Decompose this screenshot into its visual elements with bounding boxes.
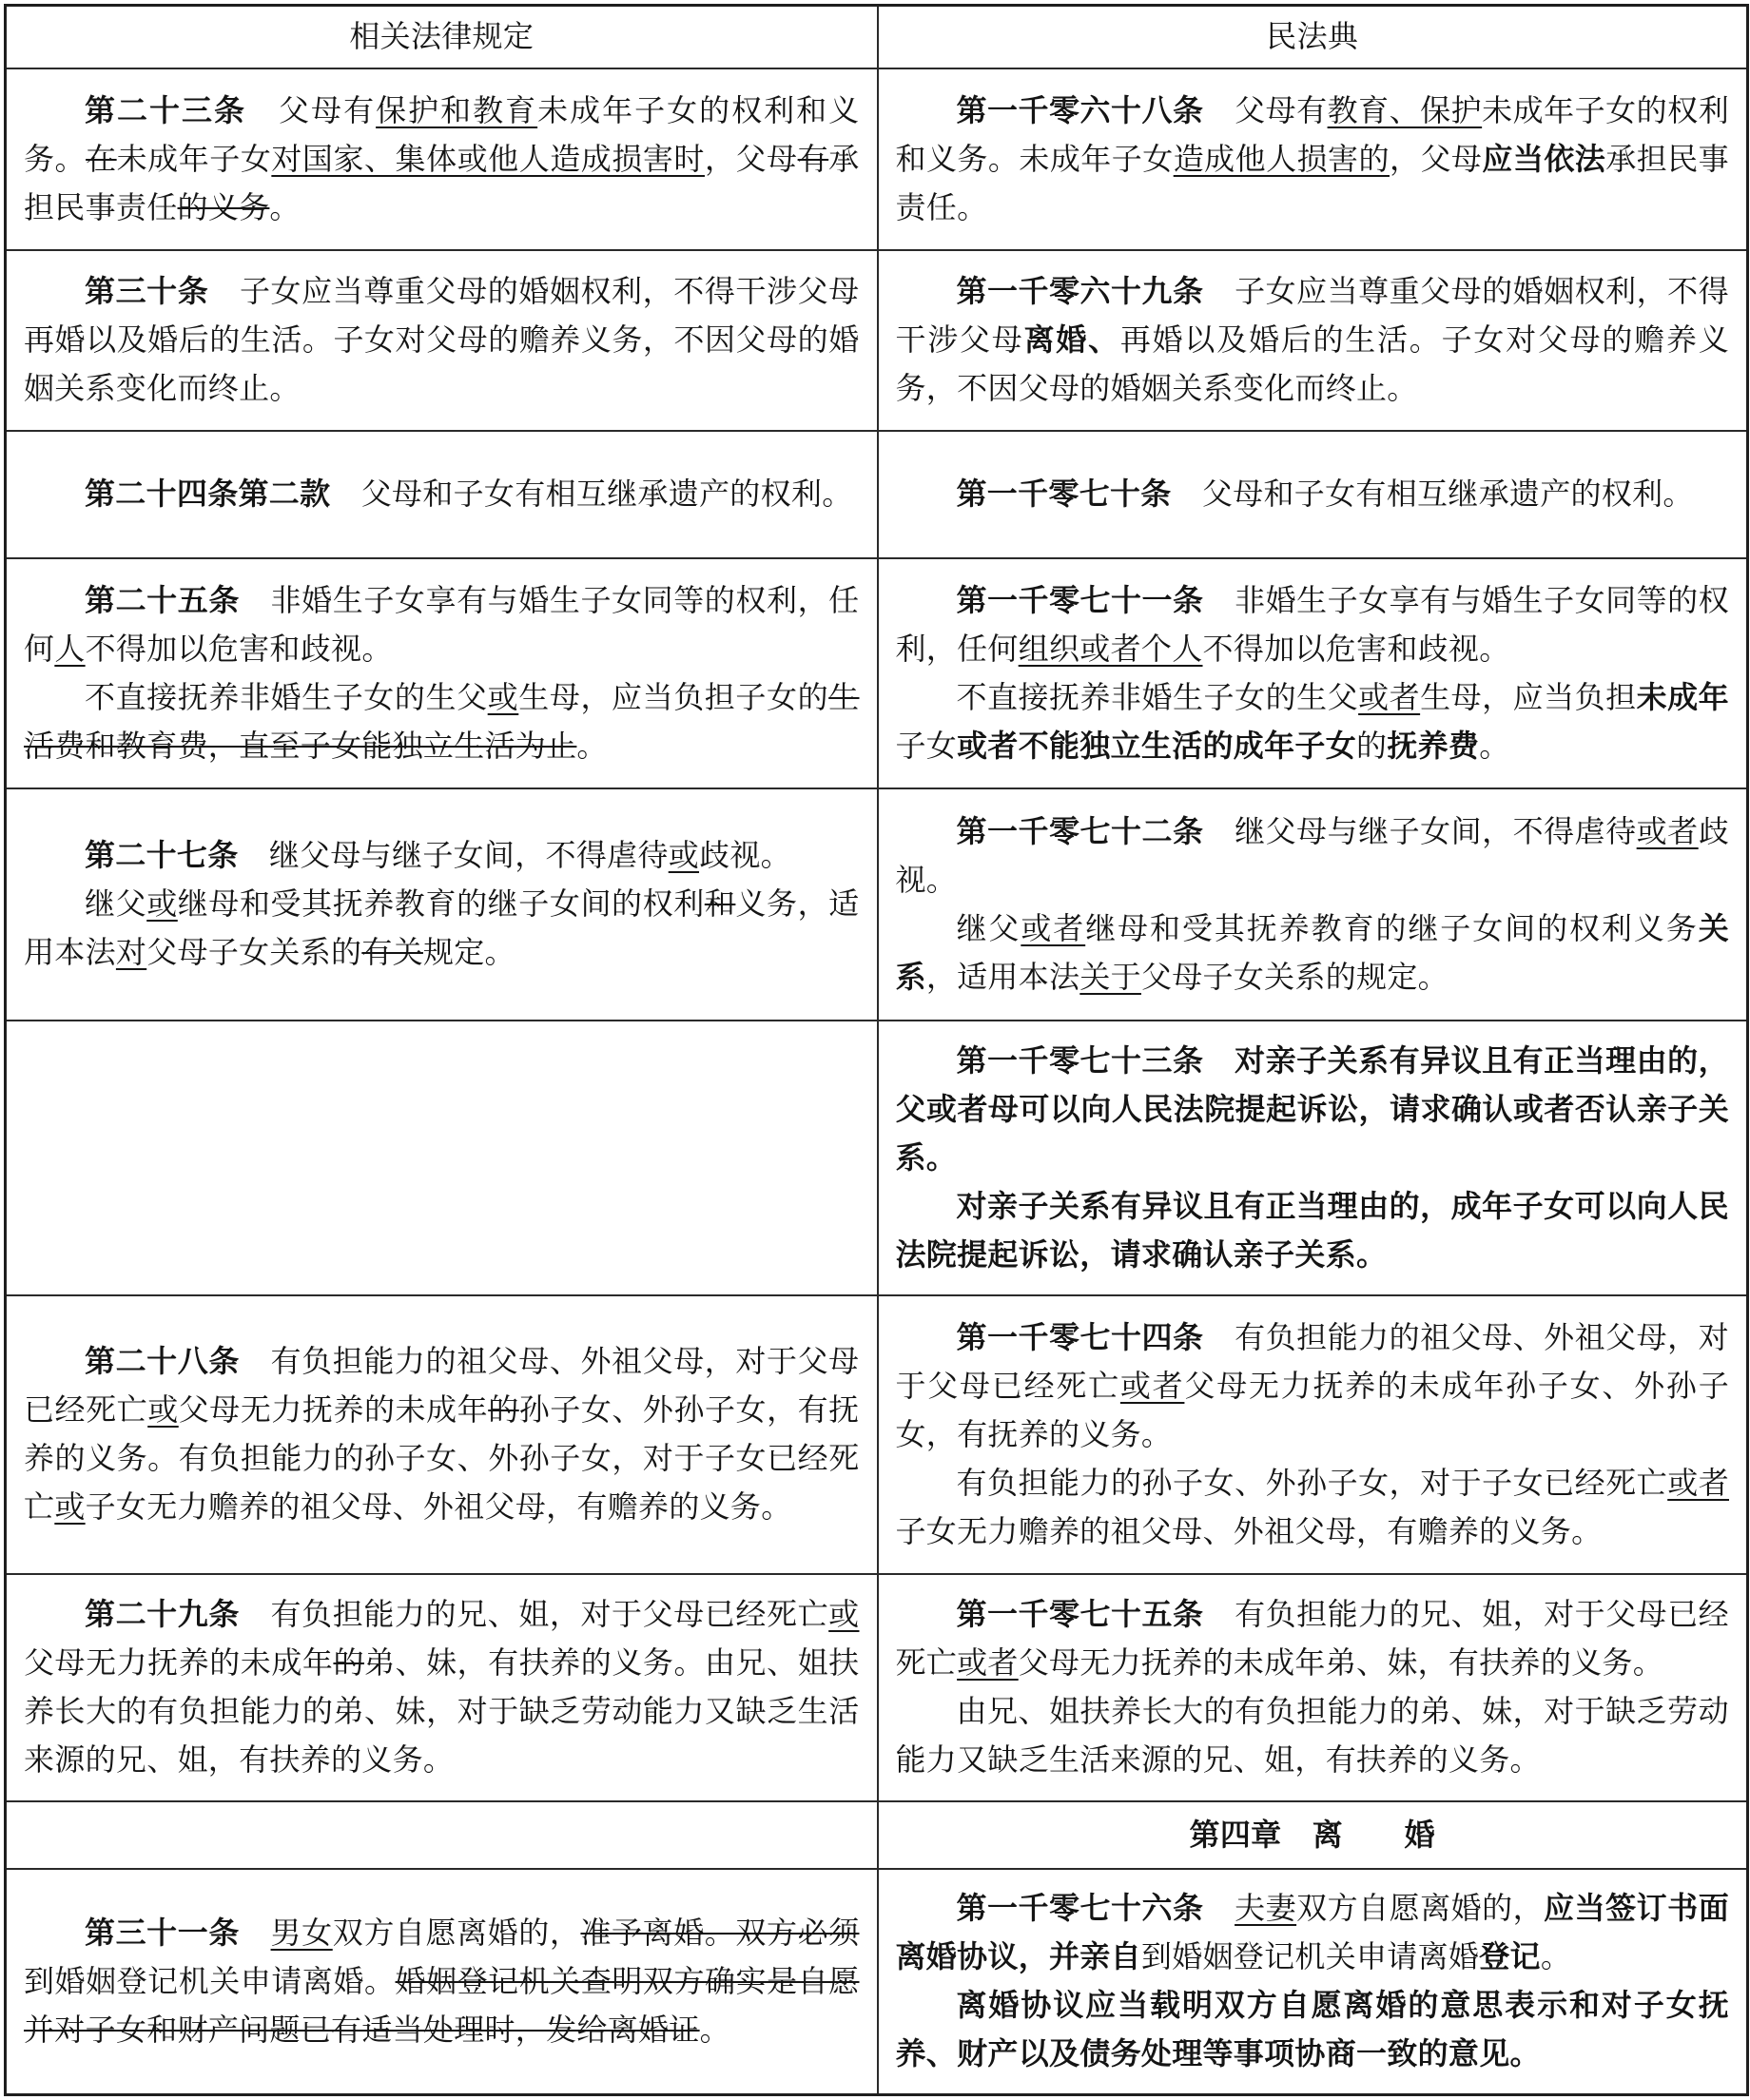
article-number: 第二十七条 [85,837,239,873]
text-run: 继母和受其抚养教育的继子女间的权利义务 [1085,909,1699,946]
text-run: 父母和子女有相互继承遗产的权利。 [1171,476,1694,512]
article-number: 第二十九条 [85,1596,240,1632]
paragraph [896,1182,1730,1279]
text-run: 父母有 [246,91,377,128]
article-number: 第一千零七十一条 [956,581,1204,618]
article-number: 第三十条 [85,273,209,309]
article-number: 第一千零六十九条 [956,273,1204,309]
paragraph [896,87,1730,232]
header-related-laws: 相关法律规定 [6,6,878,68]
paragraph [24,673,860,770]
deleted-text: 婚姻登记机关查明双方确实是自愿并对子女和财产问题已有适当处理时，发给离婚证 [24,1962,860,2048]
added-text: 对亲子关系有异议且有正当理由的，成年子女可以向人民法院提起诉讼，请求确认亲子关系。 [895,1187,1729,1273]
article-number: 第二十八条 [85,1343,240,1379]
old-law-cell [6,1869,878,2095]
modified-text: 或 [487,678,519,715]
article-number: 第一千零七十二条 [956,812,1204,849]
deleted-text: 的 [333,1644,364,1681]
text-run: ，父母 [704,140,798,177]
table-row [6,1021,1748,1295]
old-law-cell-empty [6,1021,878,1295]
article-number: 第三十一条 [85,1914,240,1951]
civil-code-cell [878,431,1748,558]
chapter-heading: 第四章 离 婚 [1189,1816,1435,1853]
modified-text: 或者 [1358,678,1421,715]
added-text: 应当依法 [1482,140,1606,177]
text-run: 子女无力赡养的祖父母、外祖父母，有赡养的义务。 [85,1488,792,1525]
modified-text: 或 [147,1391,179,1428]
added-text: 关系 [895,909,1729,995]
text-run: 的 [1356,727,1388,764]
text-run: 子女无力赡养的祖父母、外祖父母，有赡养的义务。 [895,1512,1603,1549]
text-run: 不直接抚养非婚生子女的生父 [85,678,488,715]
text-run: 义务，适用本法 [24,885,860,970]
old-law-cell [6,68,878,250]
modified-text: 或 [828,1596,860,1632]
text-run: 。 [269,188,301,225]
table-row [6,1869,1748,2095]
old-law-cell [6,1295,878,1574]
article-number: 第一千零六十八条 [956,91,1204,128]
text-run: 弟、妹，有扶养的义务。由兄、姐扶养长大的有负担能力的弟、妹，对于缺乏劳动能力又缺乏生活来源的兄、姐，有扶养的义务。 [24,1644,860,1778]
old-law-cell [6,1574,878,1801]
text-run: 父母子女关系的规定。 [1140,958,1449,995]
old-law-cell [6,431,878,558]
text-run: 继父 [85,885,147,922]
modified-text: 或者 [957,1644,1019,1681]
text-run: 未成年子女的权利和义务。 [24,91,860,177]
civil-code-cell [878,1295,1748,1574]
modified-text: 关于 [1079,958,1141,995]
text-run [1204,1890,1235,1926]
modified-text: 或 [668,837,700,873]
paragraph [896,1687,1730,1784]
paragraph [896,470,1730,518]
table-row [6,1295,1748,1574]
article-number: 第二十三条 [85,91,247,128]
text-run: 再婚以及婚后的生活。子女对父母的赡养义务，不因父母的婚姻关系变化而终止。 [895,321,1730,406]
paragraph [896,576,1730,673]
modified-text: 或 [54,1488,86,1525]
chapter-heading-row [6,1801,1748,1869]
paragraph [24,1337,860,1531]
article-number: 第二十四条第二款 [85,476,331,512]
text-run: 生母，应当负担子女的 [518,678,829,715]
paragraph [896,1037,1730,1182]
text-run: ，父母 [1390,140,1483,177]
table-row [6,250,1748,431]
text-run: 父母子女关系的 [146,934,362,970]
article-number: 第二十五条 [85,581,240,618]
text-run: 子女应当尊重父母的婚姻权利，不得干涉父母再婚以及婚后的生活。子女对父母的赡养义务，不因父母的婚姻关系变化而终止。 [24,273,860,406]
text-run: 继父母与继子女间，不得虐待 [238,837,669,873]
text-run [240,1915,271,1951]
modified-text: 保护和教育 [376,91,538,128]
text-run: 规定。 [422,934,515,970]
article-number: 第一千零七十三条 [956,1041,1204,1079]
modified-text: 夫妻 [1235,1890,1297,1927]
paragraph [896,1313,1730,1459]
text-run: 到婚姻登记机关申请离婚 [1140,1938,1480,1975]
paragraph [24,470,860,518]
chapter-heading-cell [878,1801,1748,1869]
text-run: 。 [1479,727,1510,764]
paragraph [24,87,860,232]
paragraph [24,576,860,673]
table-row [6,788,1748,1021]
added-text: 对亲子关系有异议且有正当理由的，父或者母可以向人民法院提起诉讼，请求确认或者否认亲子关系。 [895,1041,1729,1176]
table-row [6,431,1748,558]
text-run: 父母和子女有相互继承遗产的权利。 [330,476,853,512]
text-run: 未成年子女 [116,140,272,177]
old-law-cell [6,250,878,431]
modified-text: 教育、保护 [1327,91,1483,128]
paragraph [896,807,1730,904]
civil-code-cell [878,250,1748,431]
modified-text: 组织或者个人 [1018,630,1203,667]
text-run: ，适用本法 [925,958,1080,995]
old-law-cell-empty [6,1801,878,1869]
deleted-text: 有 [797,140,829,177]
modified-text: 男女 [270,1914,333,1951]
text-run: 子女应当尊重父母的婚姻权利，不得干涉父母 [895,273,1729,358]
added-text: 登记 [1479,1938,1541,1975]
paragraph [896,1459,1730,1556]
text-run: 继父 [956,909,1021,946]
text-run: 歧视。 [699,837,791,873]
paragraph [896,1884,1730,1981]
modified-text: 或 [146,885,178,922]
civil-code-cell [878,788,1748,1021]
text-run: 不得加以危害和歧视。 [1202,630,1510,667]
text-run: 父母无力抚养的未成年孙子女、外孙子女，有抚养的义务。 [895,1367,1729,1452]
paragraph [24,1909,860,2054]
article-number: 第一千零七十条 [956,476,1172,512]
civil-code-cell [878,1021,1748,1295]
added-text: 应当签订书面离婚协议，并亲自 [895,1890,1729,1975]
added-text: 或者不能独立生活的成年子女 [957,727,1357,764]
text-run: 。 [576,727,608,764]
paragraph [896,1981,1730,2078]
article-number: 第一千零七十四条 [956,1318,1204,1355]
text-run: 有负担能力的兄、姐，对于父母已经死亡 [239,1596,829,1632]
header-civil-code: 民法典 [878,6,1748,68]
added-text: 离婚协议应当载明双方自愿离婚的意思表示和对子女抚养、财产以及债务处理等事项协商一致的意见。 [895,1987,1729,2072]
text-run: 父母无力抚养的未成年 [24,1644,334,1681]
paragraph [896,904,1730,1001]
table-row [6,68,1748,250]
text-run: 未成年子女的权利和义务。未成年子女 [895,91,1729,177]
civil-code-cell [878,1574,1748,1801]
modified-text: 对 [115,934,147,970]
civil-code-cell [878,1869,1748,2095]
text-run: 父母无力抚养的未成年 [178,1391,489,1428]
old-law-cell [6,788,878,1021]
text-run: 继母和受其抚养教育的继子女间的权利 [177,885,705,922]
modified-text: 或者 [1636,812,1699,849]
article-number: 第一千零七十五条 [956,1596,1204,1632]
text-run: 歧视。 [895,812,1729,898]
text-run: 子女 [895,727,958,764]
modified-text: 或者 [1021,909,1086,946]
deleted-text: 和 [704,885,736,922]
text-run: 有负担能力的孙子女、外孙子女，对于子女已经死亡 [956,1464,1668,1501]
modified-text: 或者 [1667,1464,1729,1501]
text-run: 。 [699,2011,730,2048]
article-number: 第一千零七十六条 [956,1890,1204,1927]
deleted-text: 的义务 [177,188,270,225]
text-run: 父母有 [1203,91,1328,128]
text-run: 不直接抚养非婚生子女的生父 [956,678,1359,715]
deleted-text: 的 [488,1391,519,1428]
modified-text: 人 [54,630,86,667]
deleted-text: 在 [86,140,117,177]
old-law-cell [6,558,878,788]
text-run: 承担民事责任 [24,140,860,225]
text-run: 。 [1540,1938,1572,1975]
paragraph [24,1590,860,1784]
civil-code-cell [878,68,1748,250]
modified-text: 对国家、集体或他人造成损害时 [271,140,705,177]
paragraph [896,1590,1730,1687]
civil-code-cell [878,558,1748,788]
text-run: 双方自愿离婚的， [332,1914,581,1951]
added-text: 抚养费 [1387,727,1480,764]
table-row [6,558,1748,788]
modified-text: 造成他人损害的 [1173,140,1390,177]
text-run: 有负担能力的祖父母、外祖父母，对于父母已经死亡 [895,1318,1729,1404]
header-row [6,6,1748,68]
text-run: 孙子女、外孙子女，有抚养的义务。有负担能力的孙子女、外孙子女，对于子女已经死亡 [24,1391,860,1525]
comparison-table [4,4,1749,2096]
text-run: 生母，应当负担 [1420,678,1637,715]
text-run: 继父母与继子女间，不得虐待 [1203,812,1637,849]
paragraph [896,673,1730,770]
text-run: 不得加以危害和歧视。 [85,630,393,667]
deleted-text: 有关 [361,934,423,970]
text-run: 父母无力抚养的未成年弟、妹，有扶养的义务。 [1018,1644,1664,1681]
paragraph [896,267,1730,413]
text-run: 承担民事责任。 [895,140,1729,225]
text-run: 到婚姻登记机关申请离婚。 [24,1962,396,1999]
paragraph [24,267,860,413]
added-text: 离婚、 [1023,321,1120,358]
table-row [6,1574,1748,1801]
text-run: 非婚生子女享有与婚生子女同等的权利，任何 [24,581,860,667]
text-run: 有负担能力的祖父母、外祖父母，对于父母已经死亡 [24,1343,860,1428]
text-run: 非婚生子女享有与婚生子女同等的权利，任何 [895,581,1729,667]
paragraph [24,831,860,880]
text-run: 双方自愿离婚的， [1296,1890,1545,1927]
modified-text: 或者 [1119,1367,1185,1404]
added-text: 未成年 [1636,678,1729,715]
deleted-text: 准予离婚。双方必须 [580,1914,860,1951]
paragraph [24,880,860,977]
deleted-text: 生活费和教育费，直至子女能独立生活为止 [24,678,860,764]
text-run: 由兄、姐扶养长大的有负担能力的弟、妹，对于缺乏劳动能力又缺乏生活来源的兄、姐，有扶养的义务。 [895,1693,1729,1778]
text-run: 有负担能力的兄、姐，对于父母已经死亡 [895,1596,1729,1681]
